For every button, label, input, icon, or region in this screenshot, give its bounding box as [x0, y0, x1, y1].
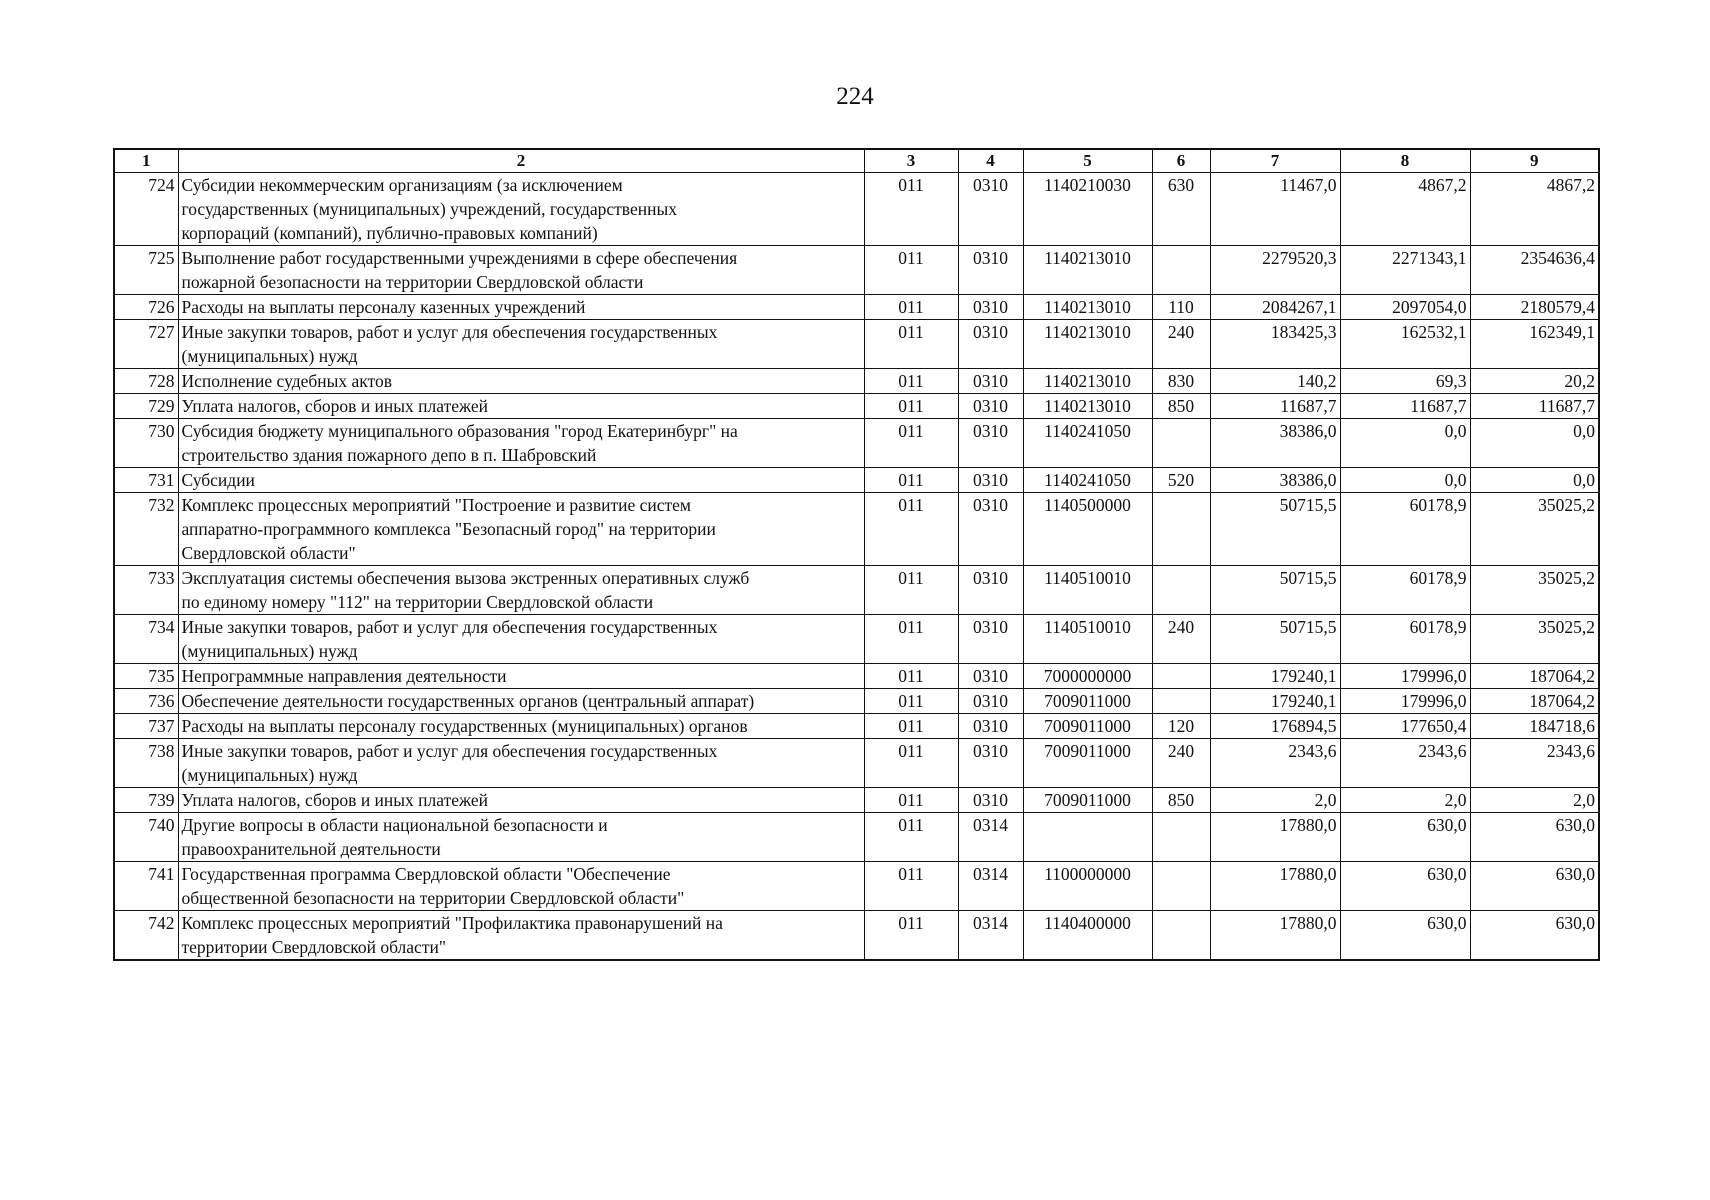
code-target-article-cell: 7009011000: [1023, 689, 1152, 714]
code-section-cell: 0310: [958, 788, 1023, 813]
amount-year1-cell: 140,2: [1210, 369, 1340, 394]
code-expense-type-cell: 240: [1152, 615, 1210, 664]
description-cell: Уплата налогов, сборов и иных платежей: [178, 394, 864, 419]
amount-year3-cell: 2354636,4: [1470, 246, 1599, 295]
code-section-cell: 0310: [958, 615, 1023, 664]
table-row: [114, 320, 1599, 369]
description-cell: Иные закупки товаров, работ и услуг для обеспечения государственных (муниципальных) нужд: [178, 320, 864, 369]
code-target-article-cell: 1140241050: [1023, 468, 1152, 493]
row-number-cell: 737: [114, 714, 178, 739]
amount-year3-cell: 0,0: [1470, 419, 1599, 468]
code-section-cell: 0310: [958, 468, 1023, 493]
code-ministry-cell: 011: [864, 689, 958, 714]
description-cell: Выполнение работ государственными учреждениями в сфере обеспечения пожарной безопасности на территории Свердловской области: [178, 246, 864, 295]
table-body: [114, 173, 1599, 961]
amount-year1-cell: 176894,5: [1210, 714, 1340, 739]
amount-year3-cell: 630,0: [1470, 813, 1599, 862]
code-section-cell: 0310: [958, 173, 1023, 246]
table-row: [114, 246, 1599, 295]
table-row: [114, 493, 1599, 566]
code-target-article-cell: 7009011000: [1023, 739, 1152, 788]
code-ministry-cell: 011: [864, 369, 958, 394]
table-row: [114, 862, 1599, 911]
row-number-cell: 735: [114, 664, 178, 689]
description-cell: Комплекс процессных мероприятий "Построение и развитие систем аппаратно-программного комплекса "Безопасный город" на территории Свердловской области": [178, 493, 864, 566]
row-number-cell: 742: [114, 911, 178, 961]
amount-year1-cell: 17880,0: [1210, 813, 1340, 862]
description-cell: Уплата налогов, сборов и иных платежей: [178, 788, 864, 813]
table-row: [114, 739, 1599, 788]
code-expense-type-cell: [1152, 689, 1210, 714]
amount-year1-cell: 11687,7: [1210, 394, 1340, 419]
description-cell: Комплекс процессных мероприятий "Профилактика правонарушений на территории Свердловской области": [178, 911, 864, 961]
code-expense-type-cell: 110: [1152, 295, 1210, 320]
table-row: [114, 664, 1599, 689]
code-section-cell: 0314: [958, 862, 1023, 911]
code-ministry-cell: 011: [864, 419, 958, 468]
amount-year3-cell: 184718,6: [1470, 714, 1599, 739]
amount-year1-cell: 38386,0: [1210, 419, 1340, 468]
column-header: 3: [864, 149, 958, 173]
row-number-cell: 726: [114, 295, 178, 320]
code-section-cell: 0310: [958, 369, 1023, 394]
amount-year2-cell: 2271343,1: [1340, 246, 1470, 295]
code-expense-type-cell: [1152, 813, 1210, 862]
code-target-article-cell: 1140241050: [1023, 419, 1152, 468]
row-number-cell: 733: [114, 566, 178, 615]
table-row: [114, 295, 1599, 320]
description-cell: Иные закупки товаров, работ и услуг для обеспечения государственных (муниципальных) нужд: [178, 739, 864, 788]
code-target-article-cell: 1140213010: [1023, 246, 1152, 295]
amount-year2-cell: 2343,6: [1340, 739, 1470, 788]
code-target-article-cell: 1140510010: [1023, 615, 1152, 664]
column-header: 5: [1023, 149, 1152, 173]
row-number-cell: 740: [114, 813, 178, 862]
code-expense-type-cell: [1152, 493, 1210, 566]
amount-year2-cell: 630,0: [1340, 813, 1470, 862]
amount-year1-cell: 17880,0: [1210, 911, 1340, 961]
code-section-cell: 0310: [958, 714, 1023, 739]
table-row: [114, 394, 1599, 419]
code-ministry-cell: 011: [864, 788, 958, 813]
code-expense-type-cell: [1152, 862, 1210, 911]
amount-year3-cell: 35025,2: [1470, 493, 1599, 566]
code-ministry-cell: 011: [864, 862, 958, 911]
row-number-cell: 727: [114, 320, 178, 369]
description-cell: Расходы на выплаты персоналу государственных (муниципальных) органов: [178, 714, 864, 739]
description-cell: Непрограммные направления деятельности: [178, 664, 864, 689]
code-ministry-cell: 011: [864, 566, 958, 615]
description-cell: Субсидии некоммерческим организациям (за исключением государственных (муниципальных) учреждений, государственных корпораций (компаний), публично-правовых компаний): [178, 173, 864, 246]
code-expense-type-cell: 850: [1152, 394, 1210, 419]
code-section-cell: 0310: [958, 295, 1023, 320]
description-cell: Субсидии: [178, 468, 864, 493]
row-number-cell: 732: [114, 493, 178, 566]
amount-year1-cell: 50715,5: [1210, 615, 1340, 664]
row-number-cell: 736: [114, 689, 178, 714]
amount-year1-cell: 11467,0: [1210, 173, 1340, 246]
amount-year2-cell: 0,0: [1340, 419, 1470, 468]
amount-year2-cell: 630,0: [1340, 911, 1470, 961]
description-cell: Иные закупки товаров, работ и услуг для обеспечения государственных (муниципальных) нужд: [178, 615, 864, 664]
code-section-cell: 0310: [958, 394, 1023, 419]
table-row: [114, 911, 1599, 961]
code-expense-type-cell: 520: [1152, 468, 1210, 493]
amount-year2-cell: 60178,9: [1340, 615, 1470, 664]
amount-year2-cell: 0,0: [1340, 468, 1470, 493]
amount-year1-cell: 183425,3: [1210, 320, 1340, 369]
amount-year3-cell: 630,0: [1470, 911, 1599, 961]
code-expense-type-cell: 830: [1152, 369, 1210, 394]
code-target-article-cell: 7009011000: [1023, 714, 1152, 739]
code-expense-type-cell: [1152, 246, 1210, 295]
amount-year2-cell: 4867,2: [1340, 173, 1470, 246]
amount-year3-cell: 2343,6: [1470, 739, 1599, 788]
table-row: [114, 788, 1599, 813]
amount-year1-cell: 2,0: [1210, 788, 1340, 813]
amount-year2-cell: 177650,4: [1340, 714, 1470, 739]
row-number-cell: 741: [114, 862, 178, 911]
code-expense-type-cell: 240: [1152, 320, 1210, 369]
amount-year2-cell: 60178,9: [1340, 493, 1470, 566]
code-target-article-cell: 7000000000: [1023, 664, 1152, 689]
row-number-cell: 738: [114, 739, 178, 788]
column-header: 7: [1210, 149, 1340, 173]
code-section-cell: 0310: [958, 739, 1023, 788]
description-cell: Эксплуатация системы обеспечения вызова экстренных оперативных служб по единому номеру "112" на территории Свердловской области: [178, 566, 864, 615]
code-ministry-cell: 011: [864, 468, 958, 493]
description-cell: Другие вопросы в области национальной безопасности и правоохранительной деятельности: [178, 813, 864, 862]
amount-year2-cell: 60178,9: [1340, 566, 1470, 615]
amount-year2-cell: 630,0: [1340, 862, 1470, 911]
code-section-cell: 0314: [958, 813, 1023, 862]
code-section-cell: 0310: [958, 419, 1023, 468]
code-ministry-cell: 011: [864, 295, 958, 320]
amount-year3-cell: 2,0: [1470, 788, 1599, 813]
description-cell: Субсидия бюджету муниципального образования "город Екатеринбург" на строительство здания пожарного депо в п. Шабровский: [178, 419, 864, 468]
table-row: [114, 566, 1599, 615]
amount-year3-cell: 187064,2: [1470, 689, 1599, 714]
code-target-article-cell: 7009011000: [1023, 788, 1152, 813]
amount-year3-cell: 35025,2: [1470, 566, 1599, 615]
code-ministry-cell: 011: [864, 246, 958, 295]
amount-year3-cell: 187064,2: [1470, 664, 1599, 689]
row-number-cell: 725: [114, 246, 178, 295]
code-expense-type-cell: [1152, 911, 1210, 961]
amount-year2-cell: 69,3: [1340, 369, 1470, 394]
code-section-cell: 0310: [958, 664, 1023, 689]
table-row: [114, 369, 1599, 394]
description-cell: Обеспечение деятельности государственных органов (центральный аппарат): [178, 689, 864, 714]
amount-year1-cell: 2343,6: [1210, 739, 1340, 788]
code-expense-type-cell: [1152, 419, 1210, 468]
code-section-cell: 0310: [958, 246, 1023, 295]
amount-year2-cell: 162532,1: [1340, 320, 1470, 369]
code-target-article-cell: 1140213010: [1023, 369, 1152, 394]
amount-year1-cell: 179240,1: [1210, 689, 1340, 714]
column-header: 1: [114, 149, 178, 173]
row-number-cell: 728: [114, 369, 178, 394]
code-expense-type-cell: [1152, 664, 1210, 689]
code-section-cell: 0314: [958, 911, 1023, 961]
code-target-article-cell: 1140213010: [1023, 394, 1152, 419]
code-ministry-cell: 011: [864, 664, 958, 689]
table-row: [114, 615, 1599, 664]
code-expense-type-cell: 850: [1152, 788, 1210, 813]
amount-year3-cell: 162349,1: [1470, 320, 1599, 369]
amount-year3-cell: 20,2: [1470, 369, 1599, 394]
code-expense-type-cell: [1152, 566, 1210, 615]
column-header: 6: [1152, 149, 1210, 173]
amount-year2-cell: 179996,0: [1340, 664, 1470, 689]
code-target-article-cell: 1140213010: [1023, 320, 1152, 369]
row-number-cell: 729: [114, 394, 178, 419]
code-ministry-cell: 011: [864, 394, 958, 419]
code-ministry-cell: 011: [864, 813, 958, 862]
row-number-cell: 730: [114, 419, 178, 468]
amount-year2-cell: 2,0: [1340, 788, 1470, 813]
code-target-article-cell: 1140400000: [1023, 911, 1152, 961]
code-ministry-cell: 011: [864, 714, 958, 739]
amount-year1-cell: 2084267,1: [1210, 295, 1340, 320]
amount-year3-cell: 4867,2: [1470, 173, 1599, 246]
column-header: 9: [1470, 149, 1599, 173]
column-header: 2: [178, 149, 864, 173]
code-section-cell: 0310: [958, 566, 1023, 615]
amount-year1-cell: 50715,5: [1210, 566, 1340, 615]
code-target-article-cell: 1140500000: [1023, 493, 1152, 566]
code-expense-type-cell: 120: [1152, 714, 1210, 739]
amount-year3-cell: 35025,2: [1470, 615, 1599, 664]
code-ministry-cell: 011: [864, 173, 958, 246]
amount-year2-cell: 179996,0: [1340, 689, 1470, 714]
amount-year2-cell: 11687,7: [1340, 394, 1470, 419]
amount-year3-cell: 0,0: [1470, 468, 1599, 493]
code-expense-type-cell: 630: [1152, 173, 1210, 246]
description-cell: Государственная программа Свердловской области "Обеспечение общественной безопасности на территории Свердловской области": [178, 862, 864, 911]
code-section-cell: 0310: [958, 493, 1023, 566]
amount-year2-cell: 2097054,0: [1340, 295, 1470, 320]
code-section-cell: 0310: [958, 689, 1023, 714]
code-section-cell: 0310: [958, 320, 1023, 369]
table-row: [114, 173, 1599, 246]
amount-year3-cell: 630,0: [1470, 862, 1599, 911]
row-number-cell: 734: [114, 615, 178, 664]
table-row: [114, 689, 1599, 714]
amount-year1-cell: 17880,0: [1210, 862, 1340, 911]
table-row: [114, 714, 1599, 739]
description-cell: Расходы на выплаты персоналу казенных учреждений: [178, 295, 864, 320]
code-ministry-cell: 011: [864, 320, 958, 369]
column-header: 4: [958, 149, 1023, 173]
table-row: [114, 813, 1599, 862]
code-target-article-cell: 1140213010: [1023, 295, 1152, 320]
amount-year3-cell: 11687,7: [1470, 394, 1599, 419]
amount-year3-cell: 2180579,4: [1470, 295, 1599, 320]
code-target-article-cell: 1140510010: [1023, 566, 1152, 615]
amount-year1-cell: 38386,0: [1210, 468, 1340, 493]
row-number-cell: 731: [114, 468, 178, 493]
row-number-cell: 724: [114, 173, 178, 246]
amount-year1-cell: 50715,5: [1210, 493, 1340, 566]
code-expense-type-cell: 240: [1152, 739, 1210, 788]
code-ministry-cell: 011: [864, 615, 958, 664]
table-row: [114, 419, 1599, 468]
budget-table: [113, 148, 1600, 961]
column-header: 8: [1340, 149, 1470, 173]
page-number: 224: [836, 83, 874, 110]
code-ministry-cell: 011: [864, 493, 958, 566]
code-ministry-cell: 011: [864, 739, 958, 788]
code-target-article-cell: 1100000000: [1023, 862, 1152, 911]
code-ministry-cell: 011: [864, 911, 958, 961]
amount-year1-cell: 2279520,3: [1210, 246, 1340, 295]
description-cell: Исполнение судебных актов: [178, 369, 864, 394]
row-number-cell: 739: [114, 788, 178, 813]
table-header-row: [114, 149, 1599, 173]
code-target-article-cell: [1023, 813, 1152, 862]
amount-year1-cell: 179240,1: [1210, 664, 1340, 689]
table-row: [114, 468, 1599, 493]
code-target-article-cell: 1140210030: [1023, 173, 1152, 246]
